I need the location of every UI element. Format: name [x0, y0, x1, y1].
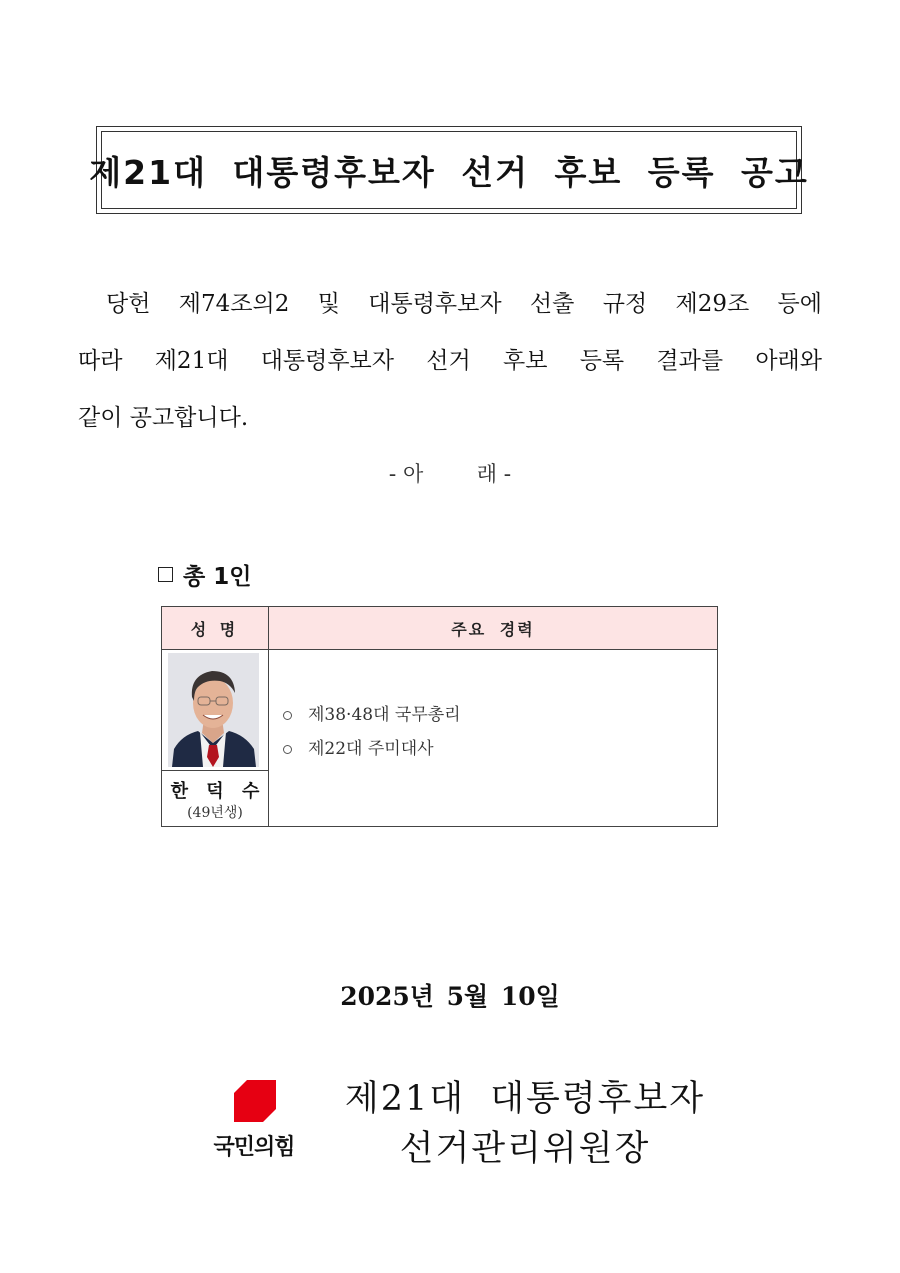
candidate-birth-year: (49년생) — [187, 805, 243, 821]
name-cell — [162, 650, 269, 826]
signature-line-2: 선거관리위원장 — [399, 1129, 651, 1169]
candidate-table — [161, 606, 718, 827]
table-header — [162, 607, 717, 650]
title-box — [89, 126, 809, 214]
signature-line-1: 제21대 대통령후보자 — [344, 1079, 706, 1119]
header-career: 주요 경력 — [451, 619, 535, 639]
photo-divider — [162, 770, 268, 771]
paragraph-line: 당헌 제74조의2 및 대통령후보자 선출 규정 제29조 등에 — [106, 291, 822, 317]
checkbox-icon — [158, 567, 173, 582]
total-count — [158, 558, 251, 591]
circle-bullet-icon — [283, 745, 292, 754]
below-marker — [0, 458, 900, 488]
party-logo-text: 국민의힘 — [213, 1135, 295, 1160]
below-marker-text: - 아 래 - — [388, 462, 512, 486]
circle-bullet-icon — [283, 711, 292, 720]
signature-block — [330, 1074, 720, 1174]
party-logo-icon — [234, 1080, 276, 1122]
career-item — [283, 698, 717, 732]
paragraph-line: 따라 제21대 대통령후보자 선거 후보 등록 결과를 아래와 — [78, 348, 822, 374]
header-name: 성 명 — [162, 607, 269, 649]
career-cell — [269, 650, 717, 826]
total-count-label: 총 1인 — [183, 564, 252, 590]
candidate-name: 한 덕 수 — [170, 781, 266, 802]
career-text: 제22대 주미대사 — [308, 739, 434, 759]
table-row — [162, 650, 717, 826]
candidate-photo — [168, 653, 259, 767]
announcement-date: 2025년 5월 10일 — [340, 982, 560, 1011]
page-title: 제21대 대통령후보자 선거 후보 등록 공고 — [89, 152, 809, 192]
portrait-icon — [168, 653, 259, 767]
announcement-paragraph — [78, 276, 822, 447]
career-text: 제38·48대 국무총리 — [308, 705, 461, 725]
paragraph-line: 같이 공고합니다. — [78, 405, 249, 431]
career-item — [283, 732, 717, 766]
title-inner-border — [89, 131, 809, 209]
